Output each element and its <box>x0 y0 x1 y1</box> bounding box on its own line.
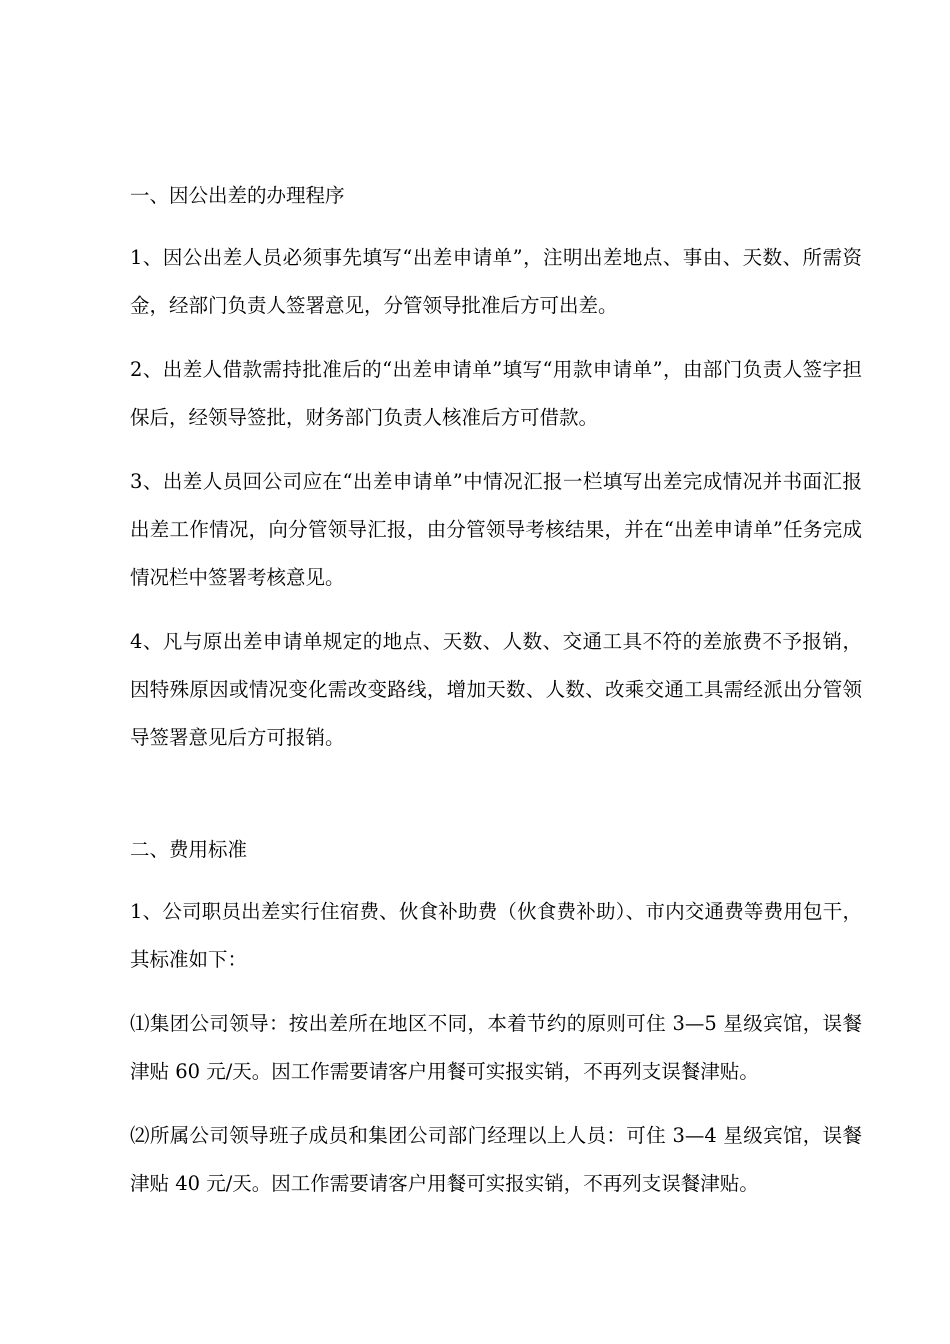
paragraph: ⑵所属公司领导班子成员和集团公司部门经理以上人员：可住 3—4 星级宾馆，误餐津贴 40 元/天。因工作需要请客户用餐可实报实销，不再列支误餐津贴。 <box>130 1124 862 1195</box>
paragraph: 1、公司职员出差实行住宿费、伙食补助费（伙食费补助）、市内交通费等费用包干，其标准如下： <box>130 900 862 971</box>
section-cost-standard <box>130 826 862 1208</box>
paragraph: ⑴集团公司领导：按出差所在地区不同，本着节约的原则可住 3—5 星级宾馆，误餐津贴 60 元/天。因工作需要请客户用餐可实报实销，不再列支误餐津贴。 <box>130 1012 862 1083</box>
section-heading: 一、因公出差的办理程序 <box>130 184 345 207</box>
paragraph: 1、因公出差人员必须事先填写“出差申请单”，注明出差地点、事由、天数、所需资金，经部门负责人签署意见，分管领导批准后方可出差。 <box>130 246 862 317</box>
section-spacer <box>130 778 862 826</box>
section-heading: 二、费用标准 <box>130 838 248 861</box>
paragraph: 2、出差人借款需持批准后的“出差申请单”填写“用款申请单”，由部门负责人签字担保后，经领导签批，财务部门负责人核准后方可借款。 <box>130 358 862 429</box>
paragraph: 3、出差人员回公司应在“出差申请单”中情况汇报一栏填写出差完成情况并书面汇报出差工作情况，向分管领导汇报，由分管领导考核结果，并在“出差申请单”任务完成情况栏中签署考核意见。 <box>130 470 862 589</box>
section-procedure <box>130 172 862 762</box>
paragraph: 4、凡与原出差申请单规定的地点、天数、人数、交通工具不符的差旅费不予报销，因特殊原因或情况变化需改变路线，增加天数、人数、改乘交通工具需经派出分管领导签署意见后方可报销。 <box>130 630 862 749</box>
document-page <box>130 172 862 1224</box>
